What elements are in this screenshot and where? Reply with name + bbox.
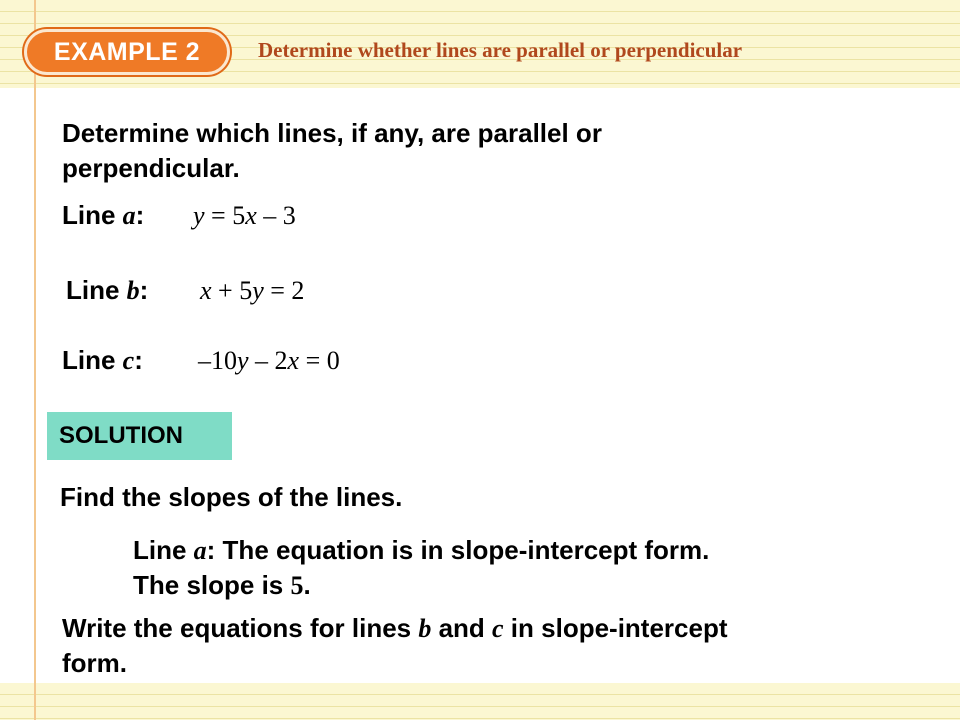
example-badge: EXAMPLE 2 — [24, 29, 230, 75]
line-b-equation: x + 5y = 2 — [200, 276, 305, 305]
paper-margin-line — [34, 0, 36, 720]
line-a-explanation: Line a: The equation is in slope-intercept form. — [133, 535, 710, 565]
prompt-line-1: Determine which lines, if any, are parallel or — [62, 118, 602, 148]
solution-step-1: Find the slopes of the lines. — [60, 482, 403, 512]
line-b-label: Line b: — [66, 275, 149, 305]
solution-step-2: Write the equations for lines b and c in slope-intercept — [62, 613, 728, 643]
line-a-equation: y = 5x – 3 — [193, 201, 296, 230]
slope-statement: The slope is 5. — [133, 570, 311, 600]
prompt-line-2: perpendicular. — [62, 153, 240, 183]
line-a-label: Line a: — [62, 200, 145, 230]
solution-step-2-line-2: form. — [62, 648, 127, 678]
notebook-paper-footer — [0, 683, 960, 720]
solution-label: SOLUTION — [47, 412, 232, 460]
page-title: Determine whether lines are parallel or perpendicular — [258, 38, 743, 62]
line-c-label: Line c: — [62, 345, 143, 375]
line-c-equation: –10y – 2x = 0 — [198, 346, 340, 375]
